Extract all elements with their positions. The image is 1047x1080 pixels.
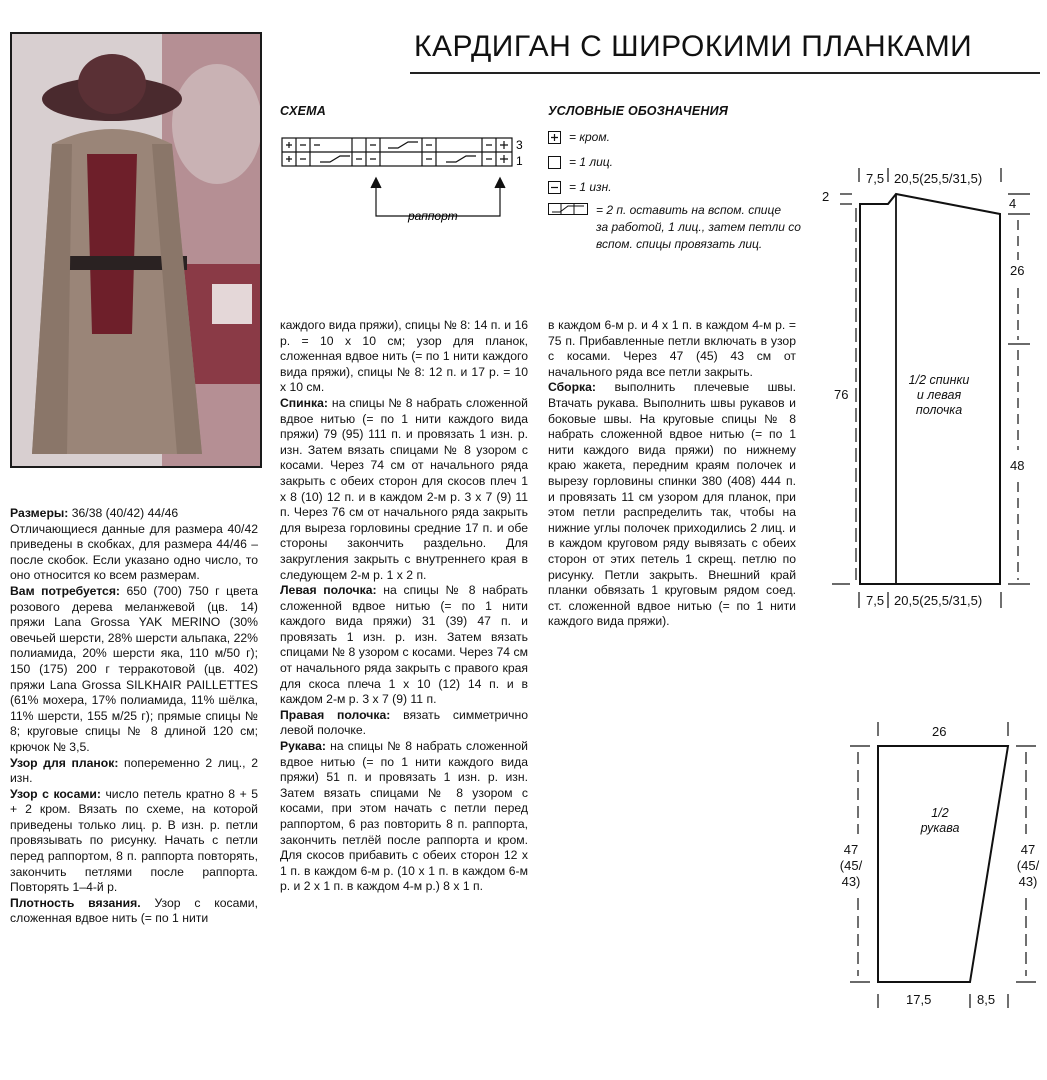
text-column-3 <box>548 318 796 630</box>
cable-stitch-icon <box>548 203 588 218</box>
legend-cable-line3: вспом. спицы провязать лиц. <box>596 237 763 251</box>
legend-edge-text: = кром. <box>569 130 610 144</box>
sleeve-top-width: 26 <box>932 724 947 739</box>
legend-cable-line1: = 2 п. оставить на вспом. спице <box>596 203 782 217</box>
legend-knit-text: = 1 лиц. <box>569 155 613 169</box>
right-front-label: Правая полочка: <box>280 707 391 722</box>
legend-edge <box>548 130 610 144</box>
back-text: на спицы № 8 набрать сложенной вдвое нитью (= по 1 нити каждого вида пряжи) 79 (95) 111 п. и провязать 1 изн. р. изн. Затем вязать спицами № 8 узором с косами. Через 74 см от начального ряда закрыть с обеих сторон для скосов плеч 1 x 8 (10) 12 п. и в каждом 2-м р. 3 x 7 (9) 11 п. Через 76 см от начального ряда закрыть для выреза горловины средние 17 п. и обе стороны закончить раздельно. Для закругления закрыть с внутреннего края в следующем 2-м р. 1 x 2 п. <box>280 395 528 582</box>
edge-stitch-icon <box>548 131 561 144</box>
chart-row-3: 3 <box>516 138 523 152</box>
model-photo <box>10 32 262 468</box>
body-total-length: 76 <box>834 387 849 402</box>
legend-cable-line2: за работой, 1 лиц., затем петли со <box>596 220 801 234</box>
text-column-1 <box>10 506 258 927</box>
materials-text: 650 (700) 750 г цвета розового дерева меланжевой (цв. 14) пряжи Lana Grossa YAK MERINO (30% овечьей шерсти, 28% шерсти альпака, 22% полиамида, 20% шерсти яка, 110 м/50 г); 150 (175) 200 г терракотовой (цв. 402) пряжи Lana Grossa SILKHAIR PAILLETTES (61% мохера, 17% полиамида, 11% шёлка, 11% шерсти, 155 м/25 г); прямые спицы № 8; круговые спицы № 8 длиной 120 см; крючок № 3,5. <box>10 583 258 754</box>
right-front-text: вязать симметрично левой полочке. <box>280 707 528 738</box>
sleeves-continued: в каждом 6-м р. и 4 x 1 п. в каждом 4-м р. = 75 п. Прибавленные петли включать в узор с косами. Через 47 (45) 43 см от начального ряда все петли закрыть. <box>548 318 796 379</box>
sleeves-text: на спицы № 8 набрать сложенной вдвое нитью (= по 1 нити каждого вида пряжи) 51 п. и провязать 1 изн. р. изн. Затем вязать спицами № 8 узором с косами, при этом начать с петли перед раппортом, 6 раз повторить 8 п. раппорта, закончить петлёй после раппорта и кром. Для скосов прибавить с обеих сторон 12 x 1 п. в каждом 6-м р. (10 x 1 п. в каждом 6-м р. и 2 x 1 п. в каждом 4-м р.) 8 x 1 п. <box>280 739 528 894</box>
gauge-text: Узор с косами, сложенная вдвое нить (= по 1 нити <box>10 895 258 926</box>
rapport-label: раппорт <box>408 209 458 223</box>
legend-purl-text: = 1 изн. <box>569 180 612 194</box>
knitting-chart <box>280 136 530 236</box>
text-column-2 <box>280 318 528 895</box>
purl-stitch-icon <box>548 181 561 194</box>
gauge-label: Плотность вязания. <box>10 895 141 910</box>
left-front-label: Левая полочка: <box>280 583 377 598</box>
band-pattern-text: попеременно 2 лиц., 2 изн. <box>10 755 258 786</box>
left-front-text: на спицы № 8 набрать сложенной вдвое нитью (= по 1 нити каждого вида пряжи) 31 (39) 47 п. и провязать 1 изн. р. изн. Затем вязать спицами № 8 узором с косами. Через 74 см от начального ряда закрыть с правого края для скоса плеча 1 x 10 (12) 14 п. и в каждом 2-м р. 3 x 7 (9) 11 п. <box>280 583 528 707</box>
sizes-text: 36/38 (40/42) 44/46 <box>68 506 179 520</box>
legend-knit <box>548 155 613 169</box>
body-lower-length: 48 <box>1010 458 1025 473</box>
sleeves-label: Рукава: <box>280 739 326 754</box>
body-bottom-left-width: 7,5 <box>866 593 885 608</box>
sizes-note: Отличающиеся данные для размера 40/42 приведены в скобках, для размера 44/46 – после скобок. Если указано одно число, то оно относится ко всем размерам. <box>10 521 258 583</box>
legend-heading: УСЛОВНЫЕ ОБОЗНАЧЕНИЯ <box>548 104 729 118</box>
title-underline <box>410 72 1040 74</box>
body-piece-name: 1/2 спинки и левая полочка <box>908 373 970 417</box>
page-title: КАРДИГАН С ШИРОКИМИ ПЛАНКАМИ <box>414 30 973 63</box>
back-label: Спинка: <box>280 395 328 410</box>
body-shoulder-drop: 4 <box>1009 196 1017 211</box>
legend-cable <box>548 202 801 253</box>
schema-heading: СХЕМА <box>280 104 326 118</box>
materials-label: Вам потребуется: <box>10 583 120 598</box>
cable-pattern-label: Узор с косами: <box>10 786 101 801</box>
assembly-text: выполнить плечевые швы. Втачать рукава. Выполнить швы рукавов и боковые швы. На круговые спицы № 8 набрать сложенной вдвое нитью (= по 1 нити каждого вида пряжи) по нижнему краю жакета, передним краям полочек и вырезу горловины спинки 380 (408) 444 п. и провязать 11 см узором для планок, при этом петли распределить так, чтобы на нижние углы полочек приходились 2 лиц. и в каждом круговом ряду вывязать с обеих сторон от этих петель 1 скрещ. петлю по рисунку. Петли закрыть. Внешний край планки обвязать 1 круговым рядом соед. ст. сложенной вдвое нитью (= по 1 нити каждого вида пряжи). <box>548 380 796 629</box>
assembly-label: Сборка: <box>548 380 596 395</box>
knit-stitch-icon <box>548 156 561 169</box>
sleeve-right-length: 47 (45/ 43) <box>1016 842 1040 889</box>
model-photo-illustration <box>12 34 260 466</box>
sleeve-bottom-left-width: 17,5 <box>906 992 932 1007</box>
cable-pattern-text: число петель кратно 8 + 5 + 2 кром. Вязать по схеме, на которой приведены только лиц. р. В изн. р. петли провязывать по рисунку. Начать с петли перед раппортом, 8 п. раппорта повторять, закончить петлями после раппорта. Повторять 1–4-й р. <box>10 786 258 895</box>
gauge-continued: каждого вида пряжи), спицы № 8: 14 п. и 16 р. = 10 x 10 см; узор для планок, сложенная вдвое нить (= по 1 нити каждого вида пряжи), спицы № 8: 12 п. и 17 р. = 10 x 10 см. <box>280 318 528 395</box>
chart-row-1: 1 <box>516 154 523 168</box>
legend-purl <box>548 180 612 194</box>
body-top-left-width: 7,5 <box>866 171 885 186</box>
sleeve-left-length: 47 (45/ 43) <box>839 842 863 889</box>
body-top-right-width: 20,5(25,5/31,5) <box>894 171 983 186</box>
sleeve-bottom-right-width: 8,5 <box>977 992 996 1007</box>
body-neck-drop: 2 <box>822 189 830 204</box>
body-upper-length: 26 <box>1010 263 1025 278</box>
body-bottom-right-width: 20,5(25,5/31,5) <box>894 593 983 608</box>
sizes-label: Размеры: <box>10 506 69 520</box>
band-pattern-label: Узор для планок: <box>10 755 119 770</box>
sleeve-piece-name: 1/2 рукава <box>920 806 960 835</box>
